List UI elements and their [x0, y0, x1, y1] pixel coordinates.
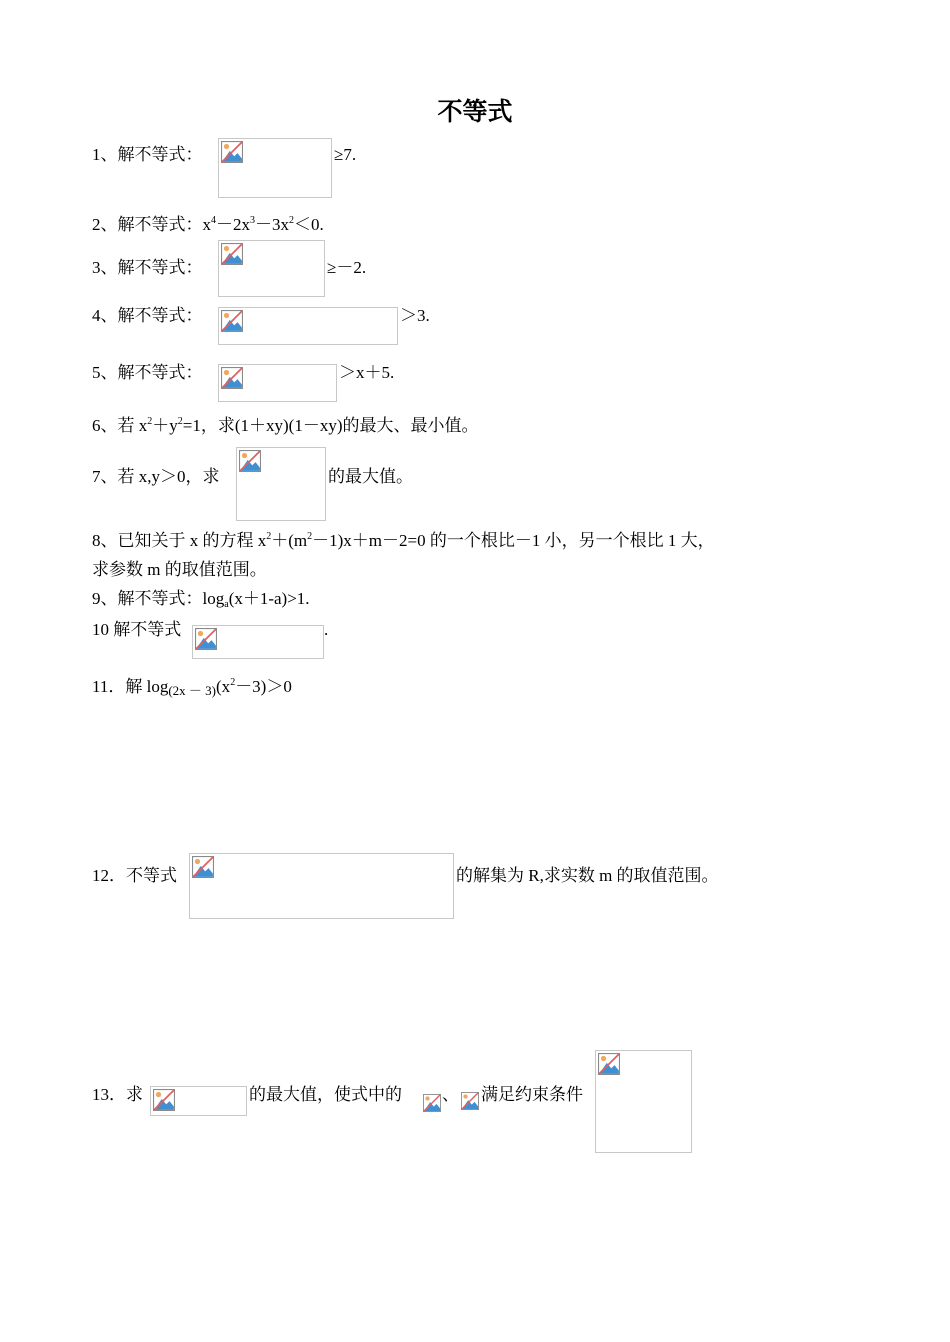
q8-text-line1: 8、已知关于 x 的方程 $x^2+(m^2-1)x+m-2=0$ 的一个根比－1 小，另一个根比 1 大， [92, 531, 715, 550]
q12-formula-image [189, 853, 454, 919]
q10-suffix: . [324, 620, 329, 639]
q13-formula-image [150, 1086, 247, 1116]
q10-formula-image [192, 625, 324, 659]
q3-formula-image [218, 240, 325, 297]
q11-text: 11．解 $\log(2x - 3)(x^2-3)>0$ [92, 677, 292, 698]
q7-formula-image [236, 447, 326, 521]
q6-text: 6、若 $x^2+y^2=1$，求(1＋xy)(1－xy)的最大、最小值。 [92, 416, 479, 435]
q13-suffix: 满足约束条件 [481, 1085, 583, 1104]
page-title: 不等式 [437, 97, 513, 126]
q4-formula-image [218, 307, 398, 345]
q3-suffix: ≥－2. [327, 258, 367, 277]
q13-var-x-image [421, 1092, 441, 1112]
q13-constraints-image [595, 1050, 692, 1153]
q2-text: 2、解不等式：$x^4-2x^3-3x^2<0$. [92, 215, 324, 234]
q7-suffix: 的最大值。 [328, 467, 413, 486]
q13-mid: 的最大值，使式中的 [249, 1085, 402, 1104]
q4-prefix: 4、解不等式： [92, 306, 203, 325]
q13-var-y-image [459, 1090, 480, 1112]
q1-formula-image [218, 138, 332, 198]
q13-prefix: 13．求 [92, 1085, 143, 1104]
q12-suffix: 的解集为 R,求实数 m 的取值范围。 [456, 866, 719, 885]
q5-prefix: 5、解不等式： [92, 363, 203, 382]
q1-prefix: 1、解不等式： [92, 145, 203, 164]
q8-text-line2: 求参数 m 的取值范围。 [92, 560, 267, 579]
q13-separator: 、 [442, 1085, 459, 1104]
q7-prefix: 7、若 x,y＞0，求 [92, 467, 220, 486]
q1-suffix: ≥7. [334, 145, 357, 164]
q5-suffix: ＞x＋5. [339, 363, 395, 382]
q9-text: 9、解不等式：$\log_a(x+1-a)>1$. [92, 589, 310, 610]
q10-prefix: 10 解不等式 [92, 620, 182, 639]
q4-suffix: ＞3. [400, 306, 430, 325]
q5-formula-image [218, 364, 337, 402]
q3-prefix: 3、解不等式： [92, 258, 203, 277]
q12-prefix: 12．不等式 [92, 866, 177, 885]
